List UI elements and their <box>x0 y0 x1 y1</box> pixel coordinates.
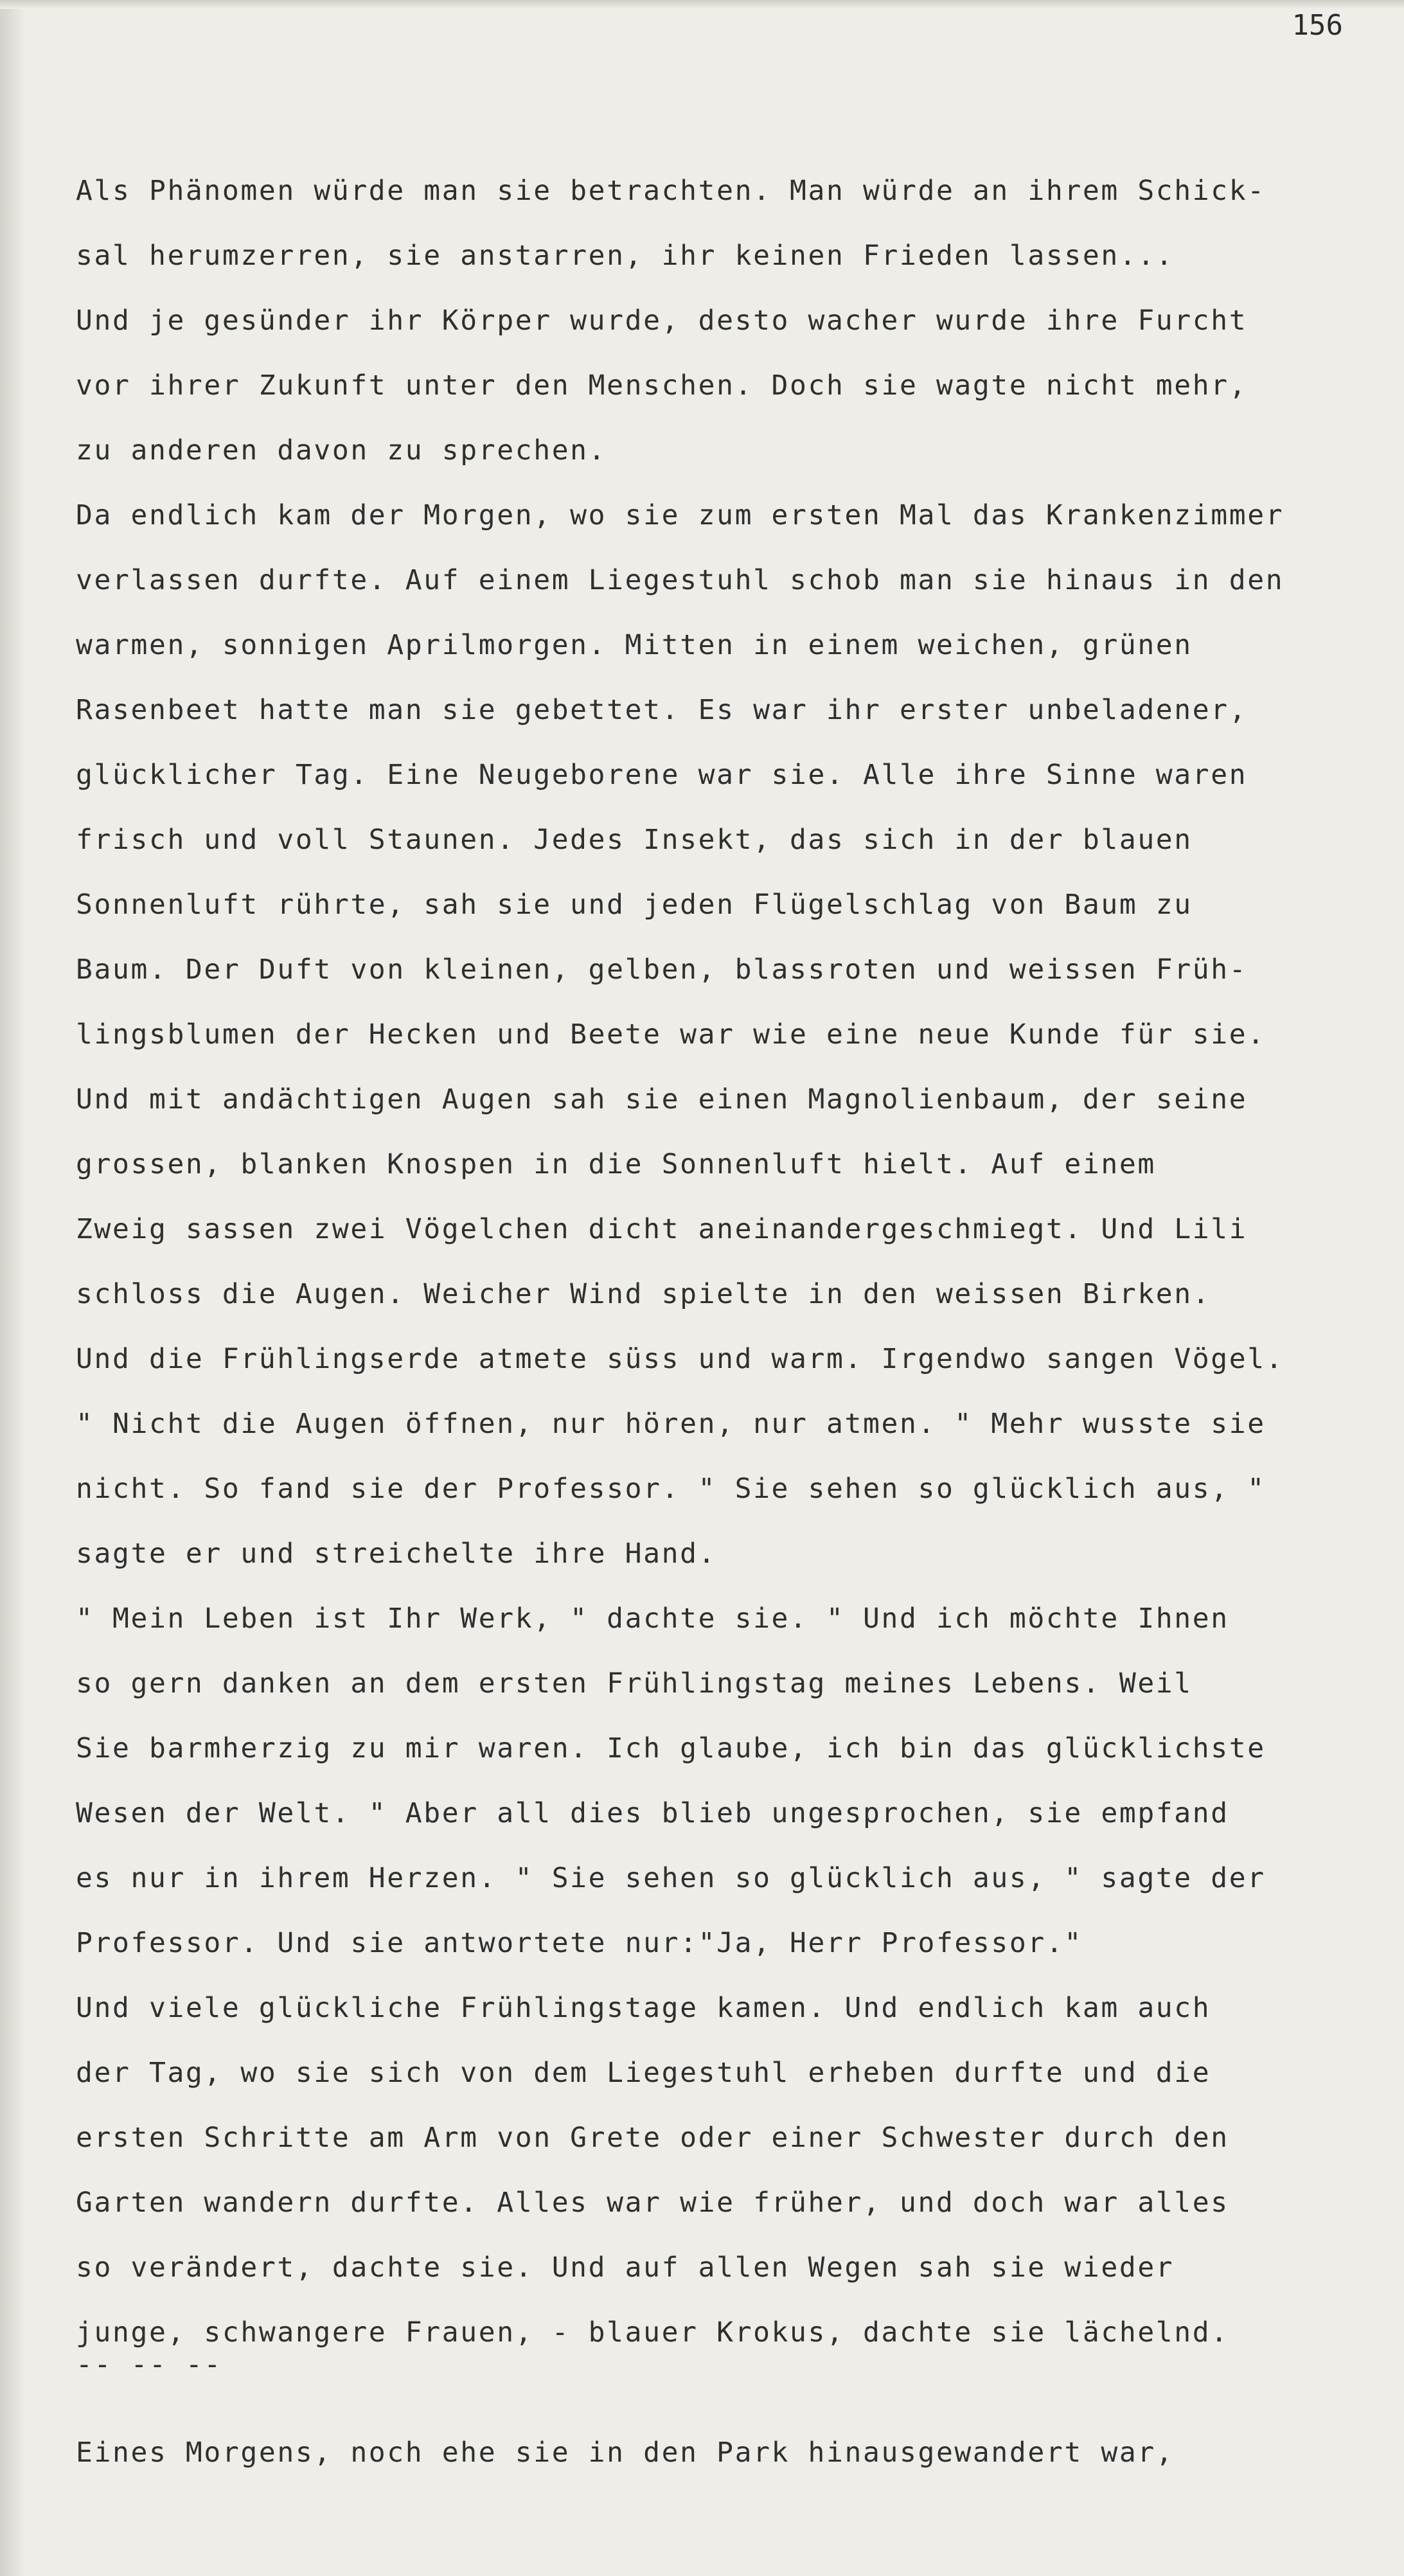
text-line: Und mit andächtigen Augen sah sie einen Magnolienbaum, der seine <box>76 1083 1248 1115</box>
text-line: Da endlich kam der Morgen, wo sie zum ersten Mal das Krankenzimmer <box>76 499 1284 531</box>
text-line: grossen, blanken Knospen in die Sonnenluft hielt. Auf einem <box>76 1148 1156 1180</box>
text-line: nicht. So fand sie der Professor. " Sie sehen so glücklich aus, " <box>76 1473 1266 1505</box>
text-line: Wesen der Welt. " Aber all dies blieb ungesprochen, sie empfand <box>76 1797 1229 1829</box>
page-left-edge <box>0 0 26 2576</box>
text-line: Und viele glückliche Frühlingstage kamen. Und endlich kam auch <box>76 1992 1211 2024</box>
text-line: Zweig sassen zwei Vögelchen dicht aneinandergeschmiegt. Und Lili <box>76 1213 1248 1245</box>
text-line: verlassen durfte. Auf einem Liegestuhl schob man sie hinaus in den <box>76 564 1284 596</box>
page-top-edge <box>0 0 1404 9</box>
text-line: ersten Schritte am Arm von Grete oder einer Schwester durch den <box>76 2122 1229 2154</box>
text-line: so verändert, dachte sie. Und auf allen Wegen sah sie wieder <box>76 2252 1175 2284</box>
typewritten-body <box>76 172 1367 2379</box>
text-line: es nur in ihrem Herzen. " Sie sehen so glücklich aus, " sagte der <box>76 1862 1266 1894</box>
text-line: frisch und voll Staunen. Jedes Insekt, das sich in der blauen <box>76 824 1193 856</box>
text-line: Professor. Und sie antwortete nur:"Ja, Herr Professor." <box>76 1927 1083 1959</box>
text-line: schloss die Augen. Weicher Wind spielte in den weissen Birken. <box>76 1278 1211 1310</box>
text-line: Sonnenluft rührte, sah sie und jeden Flügelschlag von Baum zu <box>76 889 1193 921</box>
text-line: Als Phänomen würde man sie betrachten. Man würde an ihrem Schick- <box>76 175 1266 207</box>
text-line: der Tag, wo sie sich von dem Liegestuhl erheben durfte und die <box>76 2057 1211 2089</box>
text-line: Und je gesünder ihr Körper wurde, desto wacher wurde ihre Furcht <box>76 305 1248 337</box>
text-line: glücklicher Tag. Eine Neugeborene war sie. Alle ihre Sinne waren <box>76 759 1248 791</box>
section-separator: -- -- -- <box>76 2349 222 2381</box>
text-line-final: Eines Morgens, noch ehe sie in den Park hinausgewandert war, <box>76 2437 1175 2469</box>
text-line: Und die Frühlingserde atmete süss und warm. Irgendwo sangen Vögel. <box>76 1343 1284 1375</box>
text-line: junge, schwangere Frauen, - blauer Krokus, dachte sie lächelnd. <box>76 2316 1229 2349</box>
page-number: 156 <box>1292 9 1343 42</box>
text-line: Baum. Der Duft von kleinen, gelben, blassroten und weissen Früh- <box>76 954 1248 986</box>
text-line: sagte er und streichelte ihre Hand. <box>76 1538 717 1570</box>
text-line: " Mein Leben ist Ihr Werk, " dachte sie. " Und ich möchte Ihnen <box>76 1603 1229 1635</box>
text-line: lingsblumen der Hecken und Beete war wie eine neue Kunde für sie. <box>76 1018 1266 1051</box>
text-line: " Nicht die Augen öffnen, nur hören, nur atmen. " Mehr wusste sie <box>76 1408 1266 1440</box>
text-line: Sie barmherzig zu mir waren. Ich glaube, ich bin das glücklichste <box>76 1732 1266 1764</box>
text-line: Garten wandern durfte. Alles war wie früher, und doch war alles <box>76 2187 1229 2219</box>
text-line: vor ihrer Zukunft unter den Menschen. Doch sie wagte nicht mehr, <box>76 369 1248 402</box>
text-line: warmen, sonnigen Aprilmorgen. Mitten in einem weichen, grünen <box>76 629 1193 661</box>
text-line: zu anderen davon zu sprechen. <box>76 434 607 466</box>
text-line: so gern danken an dem ersten Frühlingstag meines Lebens. Weil <box>76 1667 1193 1700</box>
text-line: Rasenbeet hatte man sie gebettet. Es war ihr erster unbeladener, <box>76 694 1248 726</box>
text-line: sal herumzerren, sie anstarren, ihr keinen Frieden lassen... <box>76 240 1175 272</box>
